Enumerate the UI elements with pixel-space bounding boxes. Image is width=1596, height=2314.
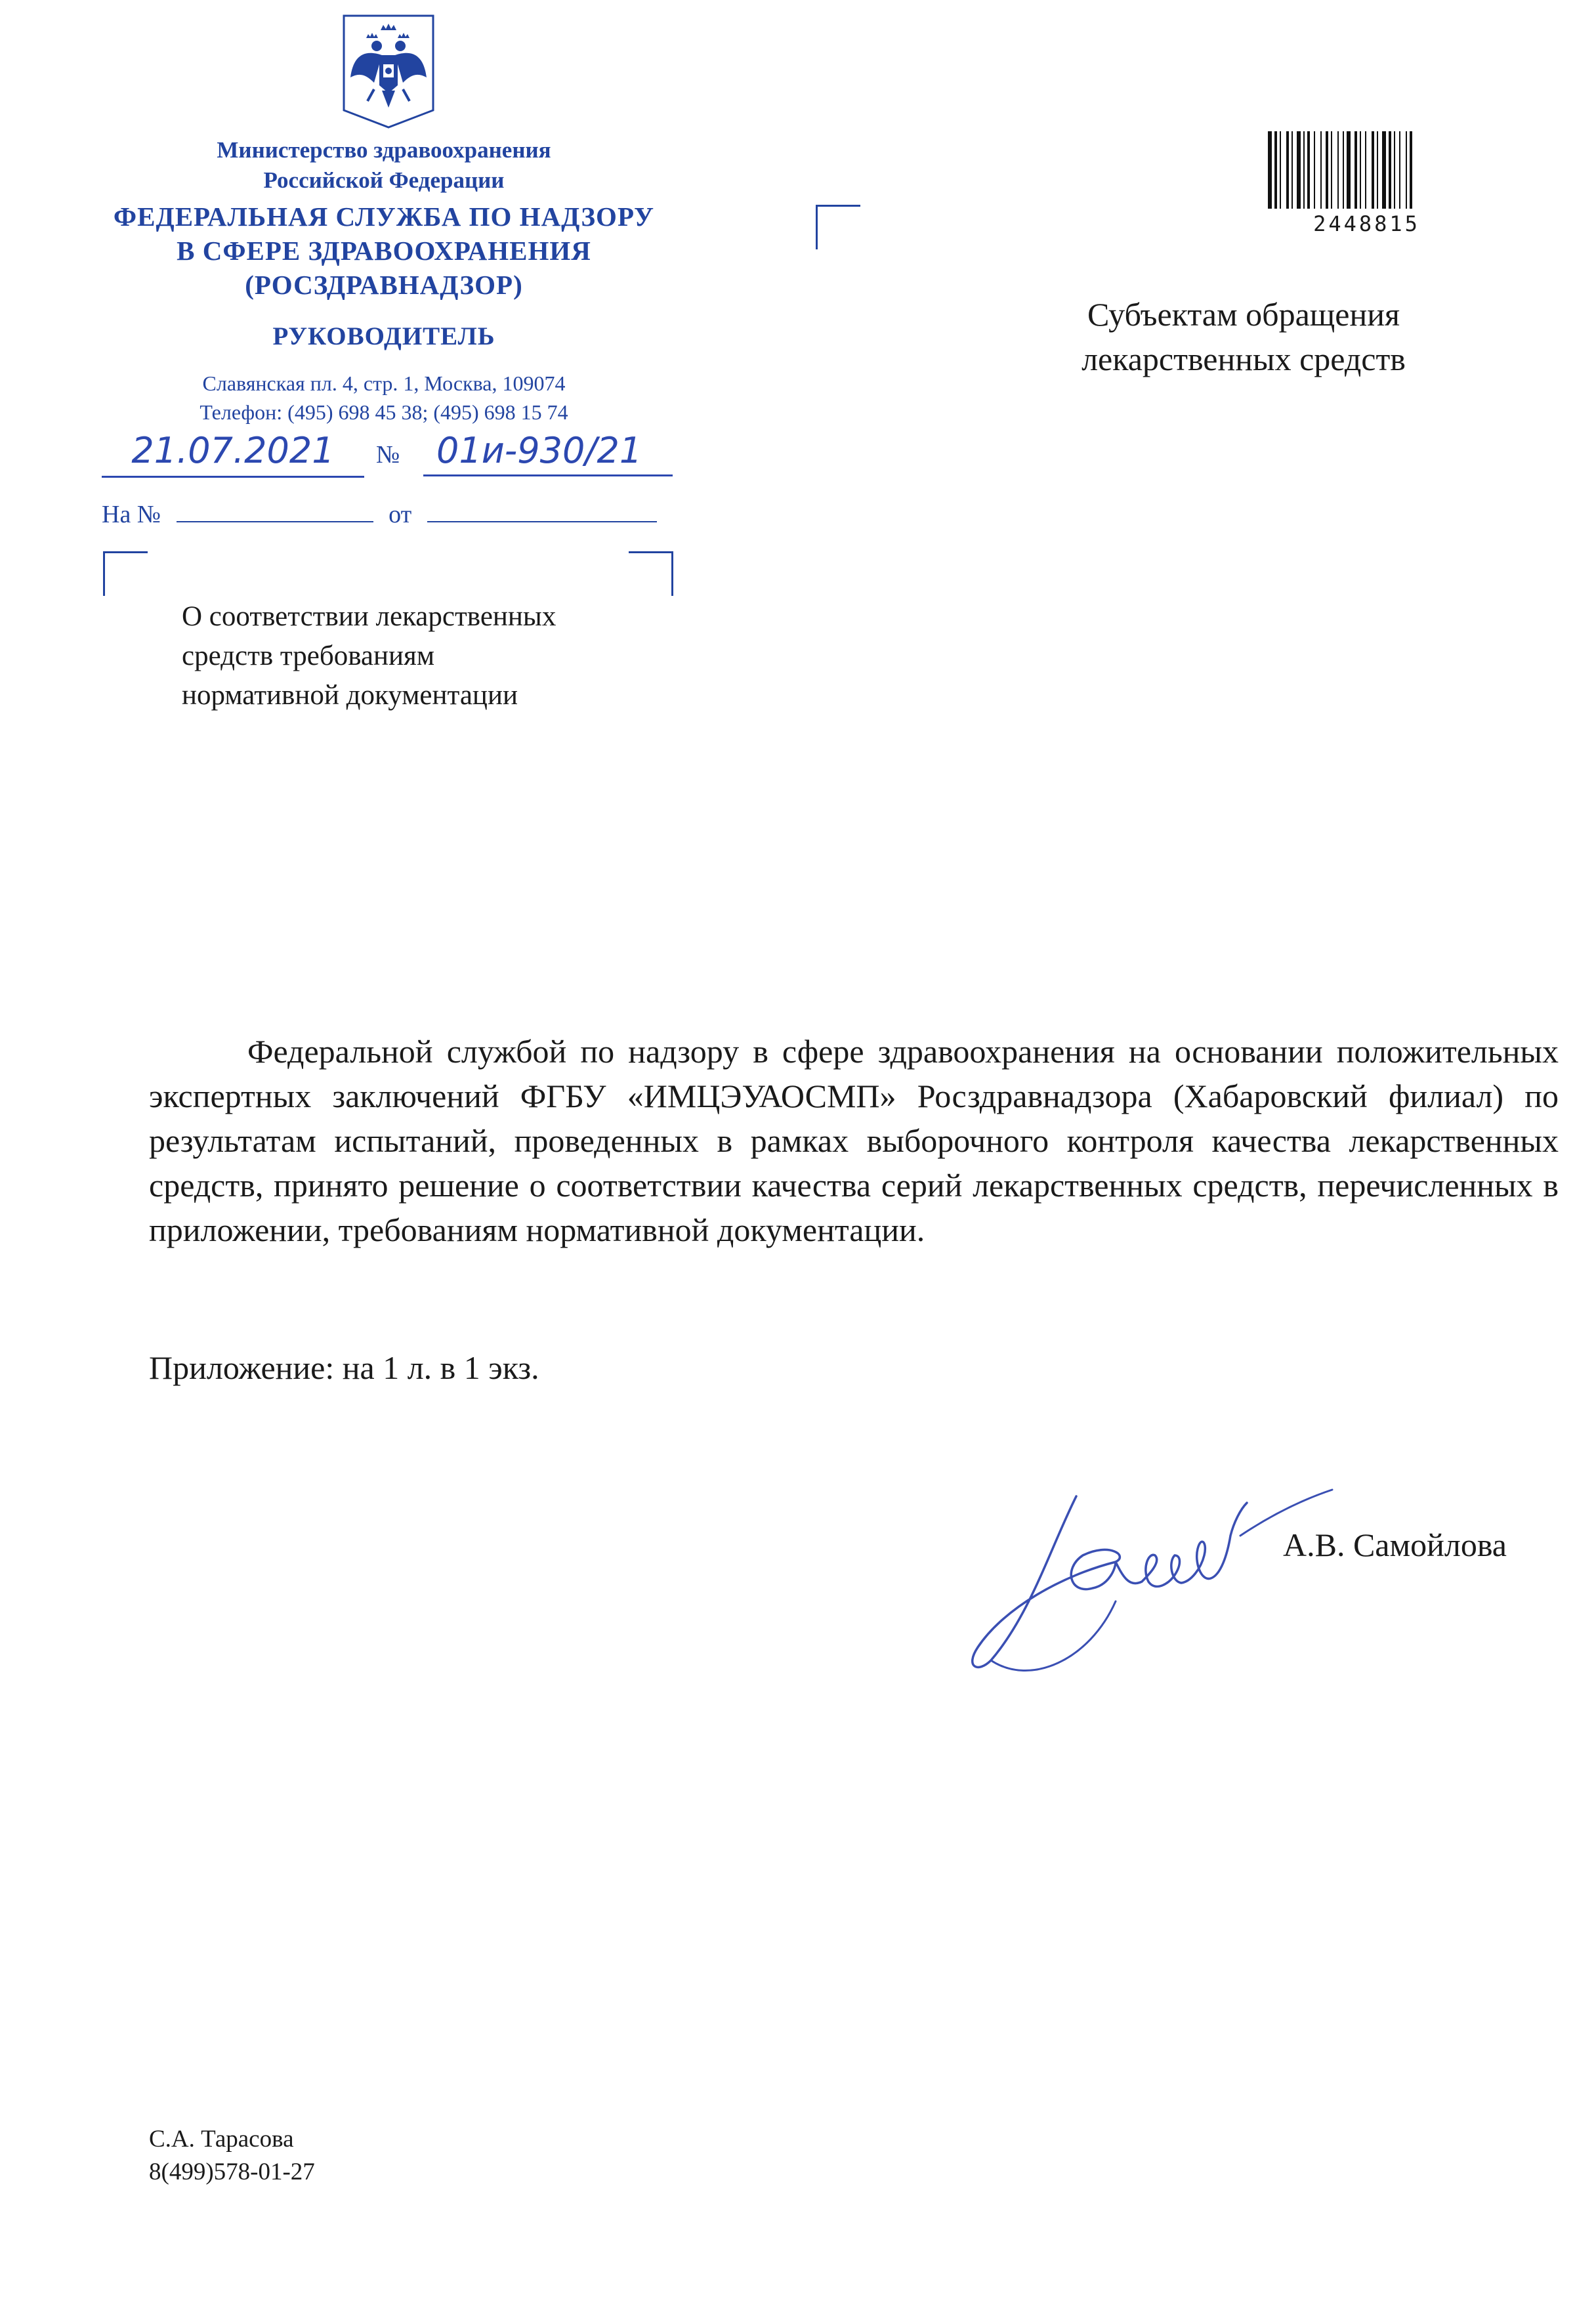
reference-line xyxy=(102,499,657,529)
service-line-3: (РОСЗДРАВНАДЗОР) xyxy=(245,270,523,300)
appendix-note: Приложение: на 1 л. в 1 экз. xyxy=(149,1349,539,1386)
executor-phone: 8(499)578-01-27 xyxy=(149,2158,315,2185)
registration-number: 01и-930/21 xyxy=(436,430,642,471)
addressee-line-2: лекарственных средств xyxy=(1082,341,1406,377)
phone-line: Телефон: (495) 698 45 38; (495) 698 15 74 xyxy=(200,400,568,424)
corner-mark-subject-right xyxy=(629,551,673,596)
service-name xyxy=(79,200,689,302)
ministry-name xyxy=(79,135,689,196)
subject-line-2: средств требованиям xyxy=(182,641,435,671)
registration-line xyxy=(102,430,771,482)
subject-block xyxy=(182,597,654,715)
reference-label-na: На № xyxy=(102,501,161,528)
addressee-block xyxy=(994,292,1493,381)
executor-block xyxy=(149,2123,315,2189)
reference-number-blank xyxy=(177,499,373,522)
reference-date-blank xyxy=(427,499,657,522)
coat-of-arms-icon xyxy=(336,12,441,130)
address-block xyxy=(79,369,689,427)
corner-mark-subject-left xyxy=(103,551,148,596)
number-sign: № xyxy=(376,441,400,469)
executor-name: С.А. Тарасова xyxy=(149,2126,294,2153)
service-line-1: ФЕДЕРАЛЬНАЯ СЛУЖБА ПО НАДЗОРУ xyxy=(113,201,655,232)
signer-name: А.В. Самойлова xyxy=(1283,1526,1507,1563)
ministry-line-1: Министерство здравоохранения xyxy=(217,137,551,163)
barcode-image xyxy=(1267,131,1467,217)
subject-line-1: О соответствии лекарственных xyxy=(182,601,556,632)
subject-line-3: нормативной документации xyxy=(182,680,518,711)
reference-label-ot: от xyxy=(388,501,412,528)
service-line-2: В СФЕРЕ ЗДРАВООХРАНЕНИЯ xyxy=(177,236,591,266)
addressee-line-1: Субъектам обращения xyxy=(1087,296,1400,333)
head-title: РУКОВОДИТЕЛЬ xyxy=(272,322,495,350)
registration-number-underline xyxy=(423,474,673,476)
barcode-number: 2448815 xyxy=(1313,211,1420,236)
body-paragraph: Федеральной службой по надзору в сфере здравоохранения на основании положительных экспертных заключений ФГБУ «ИМЦЭУАОСМП» Росздравнадзора (Хабаровский филиал) по результатам испытаний, проведенных в рамках выборочного контроля качества лекарственных средств, принято решение о соответствии качества серий лекарственных средств, перечисленных в приложении, требованиям нормативной документации. xyxy=(149,1033,1559,1248)
address-line: Славянская пл. 4, стр. 1, Москва, 109074 xyxy=(202,371,566,395)
corner-mark-addressee xyxy=(816,205,860,249)
handwritten-signature xyxy=(952,1470,1345,1693)
registration-date: 21.07.2021 xyxy=(102,430,364,478)
ministry-line-2: Российской Федерации xyxy=(263,167,505,193)
